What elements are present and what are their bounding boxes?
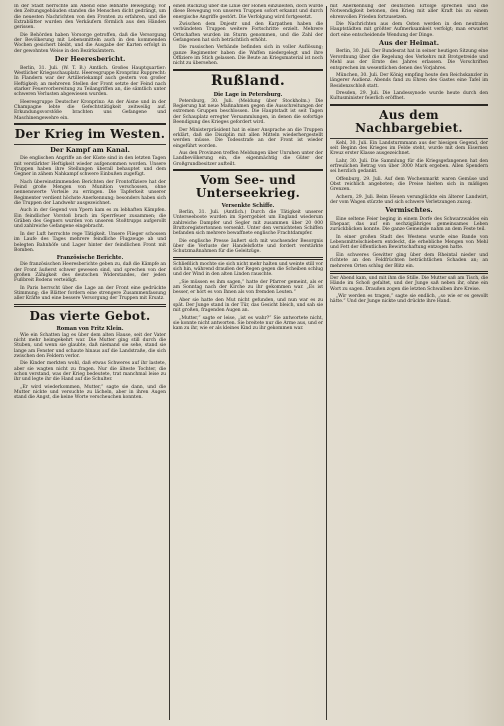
paragraph: „Er wird wiederkommen, Mutter,“ sagte sie dann, und die Mutter nickte und versuchte zu lächeln, aber in ihren Augen stand die Angst, die keine Worte verscheuchen konnten. [14, 384, 166, 401]
paragraph: Kehl, 30. Juli. Ein Landsturmmann aus der hiesigen Gegend, der seit Beginn des Krieges im Felde steht, wurde mit dem Eisernen Kreuz erster Klasse ausgezeichnet. [330, 140, 488, 157]
section-heading: Der Heeresbericht. [54, 55, 126, 64]
paragraph: Lahr, 30. Juli. Die Sammlung für die Kriegsgefangenen hat den erfreulichen Betrag von über 3000 Mark ergeben. Allen Spendern sei herzlich gedankt. [330, 158, 488, 175]
paragraph: Auch in der Gegend von Ypern kam es zu lebhaften Kämpfen. Ein feindlicher Vorstoß brach im Sperrfeuer zusammen; die Gräben des Gegners wurden von unseren Stoßtrupps aufgerollt und zahlreiche Gefangene eingebracht. [14, 208, 166, 230]
sea-war-headline: Vom See- und Unterseekrieg. [195, 172, 301, 200]
paragraph: mit Anerkennung der deutschen Erfolge sprechen und die Notwendigkeit betonen, den Krieg mit aller Kraft bis zu einem ehrenvollen Frieden fortzusetzen. [330, 4, 488, 20]
paragraph: Schließlich mochte sie sich nicht mehr halten und weinte still vor sich hin, während draußen der Regen gegen die Scheiben schlug und der Wind in den alten Linden rauschte. [173, 261, 323, 278]
col1-intro [14, 4, 166, 54]
paragraph: Petersburg, 30. Juli. (Meldung über Stockholm.) Die Regierung hat neue Maßnahmen gegen die Ausschreitungen der extremen Gruppen beschlossen. Die Hauptstadt ist seit Tagen der Schauplatz erregter Versammlungen, in denen die sofortige Beendigung des Krieges gefordert wird. [173, 98, 323, 126]
paragraph: Berlin, 31. Juli. (Amtlich.) Durch die Tätigkeit unserer Unterseeboote wurden im Sperrgebiet um England wiederum zahlreiche Dampfer und Segler mit zusammen über 20 000 Bruttoregistertonnen versenkt. Unter den vernichteten Schiffen befanden sich mehrere bewaffnete englische Frachtdampfer. [173, 209, 323, 237]
paragraph: Die englische Presse äußert sich mit wachsender Besorgnis über die Verluste der Handelsflotte und fordert verstärkte Schutzmaßnahmen für die Geleitzüge. [173, 238, 323, 255]
feuilleton-divider [330, 271, 488, 274]
column-rule [326, 6, 327, 720]
paragraph: Der Ministerpräsident hat in einer Ansprache an die Truppen erklärt, daß die Disziplin mit allen Mitteln wiederhergestellt werden müsse. Die Todesstrafe an der Front ist wieder eingeführt worden. [173, 127, 323, 149]
paragraph: Berlin, 31. Juli. (W. T. B.) Amtlich. Großes Hauptquartier: Westlicher Kriegsschauplatz. Heeresgruppe Kronprinz Rupprecht: In Flandern war der Artilleriekampf auch gestern von großer Heftigkeit; an mehreren Stellen der Front setzte der Feind nach starker Feuervorbereitung zu Teilangriffen an, die sämtlich unter schweren Verlusten abgewiesen wurden. [14, 65, 166, 98]
divider [330, 104, 488, 106]
column-3 [330, 4, 488, 722]
divider [14, 123, 166, 125]
paragraph: „Sie müssen es ihm sagen,“ hatte der Pfarrer gemeint, als er am Sonntag nach der Kirche zu ihr gekommen war. „Es ist besser, er hört es von Ihnen als von fremden Leuten.“ [173, 279, 323, 296]
feuilleton-title: Das vierte Gebot. [29, 308, 151, 323]
divider [14, 144, 166, 145]
paragraph: Offenburg, 29. Juli. Auf dem Wochenmarkt waren Gemüse und Obst reichlich angeboten; die Preise hielten sich in mäßigen Grenzen. [330, 176, 488, 193]
divider [173, 169, 323, 171]
feuilleton-byline: Roman von Fritz Klein. [56, 325, 124, 332]
feuilleton-divider [173, 257, 323, 260]
paragraph: Achern, 29. Juli. Beim Heuen verunglückte ein älterer Landwirt, der vom Wagen stürzte und sich schwere Verletzungen zuzog. [330, 194, 488, 205]
section-heading: Aus der Heimat. [378, 39, 439, 48]
paragraph: Die Nachrichten aus dem Osten werden in den neutralen Hauptstädten mit größter Aufmerksamkeit verfolgt; man erwartet dort eine entscheidende Wendung der Dinge. [330, 22, 488, 38]
paragraph: „Mutter,“ sagte er leise, „ist es wahr?“ Sie antwortete nicht, sie konnte nicht antworten. Sie breitete nur die Arme aus, und er kam zu ihr, wie er als kleines Kind zu ihr gekommen war. [173, 315, 323, 332]
paragraph: Die Behörden haben Vorsorge getroffen, daß die Versorgung der Bevölkerung mit Lebensmitteln auch in den kommenden Wochen gesichert bleibt, und die Ausgabe der Karten erfolgt in der gewohnten Weise in den Bezirksämtern. [14, 32, 166, 54]
russia-headline: Rußland. [210, 72, 286, 89]
paragraph: In einer großen Stadt des Westens wurde eine Bande von Lebensmittelschiebern entdeckt, die erhebliche Mengen von Mehl und Fett der öffentlichen Bewirtschaftung entzogen hatte. [330, 234, 488, 251]
subheading: Versenkte Schiffe. [221, 202, 275, 209]
paragraph: Aus den Provinzen treffen Meldungen über Unruhen unter der Landbevölkerung ein, die eigenmächtig die Güter der Großgrundbesitzer aufteilt. [173, 150, 323, 167]
paragraph: Wie ein Schatten lag es über dem alten Hause, seit der Vater nicht mehr heimgekehrt war. Die Mutter ging still durch die Stuben, und wenn sie glaubte, daß niemand sie sehe, stand sie lange am Fenster und schaute hinaus auf die Landstraße, die sich zwischen den Feldern verlor. [14, 332, 166, 359]
paragraph: Die englischen Angriffe an der Küste sind in den letzten Tagen mit verstärkter Heftigkeit wieder aufgenommen worden. Unsere Truppen haben ihre Stellungen überall behauptet und dem Gegner in zähem Nahkampf schwere Einbußen zugefügt. [14, 156, 166, 178]
paragraph: Nach übereinstimmenden Berichten der Frontoffiziere hat der Feind große Mengen von Munition verschossen, ohne nennenswerte Vorteile zu erringen. Die Tapferkeit unserer Regimenter verdient höchste Anerkennung; besonders haben sich die Truppen der Landwehr ausgezeichnet. [14, 179, 166, 207]
section-heading: Vermischtes. [385, 206, 433, 215]
paragraph: In Paris herrscht über die Lage an der Front eine gedrückte Stimmung; die Blätter fordern eine strengere Zusammenfassung aller Kräfte und eine bessere Versorgung der Truppen mit Ersatz. [14, 285, 166, 302]
paragraph: Die französischen Heeresberichte geben zu, daß die Kämpfe an der Front äußerst schwer gewesen sind, und sprechen von der großen Zähigkeit des deutschen Widerstandes, der jeden Fußbreit Bodens verteidigt. [14, 262, 166, 284]
paragraph: Aber sie hatte den Mut nicht gefunden, und nun war es zu spät. Der Junge stand in der Tür, das Gesicht bleich, und sah sie mit großen, fragenden Augen an. [173, 297, 323, 314]
paragraph: Dresden, 29. Juli. Die Landessynode wurde heute durch den Kultusminister feierlich eröffnet. [330, 90, 488, 102]
divider [173, 69, 323, 71]
paragraph: Berlin, 30. Juli. Der Bundesrat hat in seiner heutigen Sitzung eine Verordnung über die Regelung des Verkehrs mit Brotgetreide und Mehl aus der Ernte des Jahres erlassen. Die Vorschriften entsprechen im wesentlichen denen des Vorjahres. [330, 49, 488, 71]
feuilleton-divider [14, 304, 166, 307]
column-1 [14, 4, 166, 722]
paragraph: „Wir werden es tragen,“ sagte sie endlich, „so wie er es gewollt hätte.“ Und der Junge nickte und drückte ihre Hand. [330, 293, 488, 305]
paragraph: Zwischen dem Dnjestr und den Karpathen haben die verbündeten Truppen weitere Fortschritte erzielt. Mehrere Ortschaften wurden im Sturm genommen, und die Zahl der Gefangenen hat sich beträchtlich erhöht. [173, 22, 323, 44]
paragraph: Eine seltene Feier beging in einem Dorfe des Schwarzwaldes ein Ehepaar, das auf ein sechzigjähriges gemeinsames Leben zurückblicken konnte. Die ganze Gemeinde nahm an dem Feste teil. [330, 216, 488, 233]
paragraph: Die russischen Verbände befinden sich in voller Auflösung; ganze Regimenter haben die Waffen niedergelegt und ihre Offiziere im Stich gelassen. Die Beute an Kriegsmaterial ist noch nicht zu übersehen. [173, 45, 323, 67]
local-news-headline: Aus dem Nachbargebiet. [355, 107, 463, 135]
paragraph: Die Kinder merkten wohl, daß etwas Schweres auf ihr lastete, aber sie wagten nicht zu fragen. Nur die älteste Tochter, die schon verstand, was der Krieg bedeutete, trat manchmal leise zu ihr und legte ihr die Hand auf die Schulter. [14, 361, 166, 383]
subheading: Die Lage in Petersburg. [213, 91, 283, 98]
subheading: Der Kampf am Kanal. [50, 145, 130, 154]
column-rule [169, 6, 170, 720]
paragraph: Der Abend kam, und mit ihm die Stille. Die Mutter saß am Tisch, die Hände im Schoß gefaltet, und der Junge saß neben ihr, ohne ein Wort zu sagen. Draußen zogen die letzten Schwalben ihre Kreise. [330, 275, 488, 292]
paragraph: Ein schweres Gewitter ging über dem Rheintal nieder und richtete an den Feldfrüchten beträchtlichen Schaden an; an mehreren Orten schlug der Blitz ein. [330, 252, 488, 269]
divider [330, 138, 488, 139]
paragraph: In der Stadt herrschte am Abend eine lebhafte Bewegung; vor den Zeitungsgebäuden standen die Menschen dicht gedrängt, um die neuesten Nachrichten von den Fronten zu erfahren, und die Extrablätter wurden den Verkäufern förmlich aus den Händen gerissen. [14, 4, 166, 31]
paragraph: einen Rückzug über die Linie der Höhen einzuleiten, doch wurde diese Bewegung von unseren Truppen sofort erkannt und durch energische Angriffe gestört. Die Verfolgung wird fortgesetzt. [173, 4, 323, 20]
war-headline: Der Krieg im Westen. [14, 126, 166, 141]
paragraph: In der Luft herrschte rege Tätigkeit. Unsere Flieger schossen im Laufe des Tages mehrere feindliche Flugzeuge ab und belegten Bahnhöfe und Lager hinter der feindlichen Front mit Bomben. [14, 231, 166, 253]
column-2 [173, 4, 323, 722]
paragraph: München, 30. Juli. Der König empfing heute den Reichskanzler in längerer Audienz. Abends fand zu Ehren des Gastes eine Tafel im Residenzschloß statt. [330, 72, 488, 89]
subheading: Französische Berichte. [56, 255, 124, 262]
paragraph: Heeresgruppe Deutscher Kronprinz: An der Aisne und in der Champagne lebte die Gefechtstätigkeit zeitweilig auf. Erkundungsvorstöße brachten uns Gefangene und Maschinengewehre ein. [14, 99, 166, 121]
